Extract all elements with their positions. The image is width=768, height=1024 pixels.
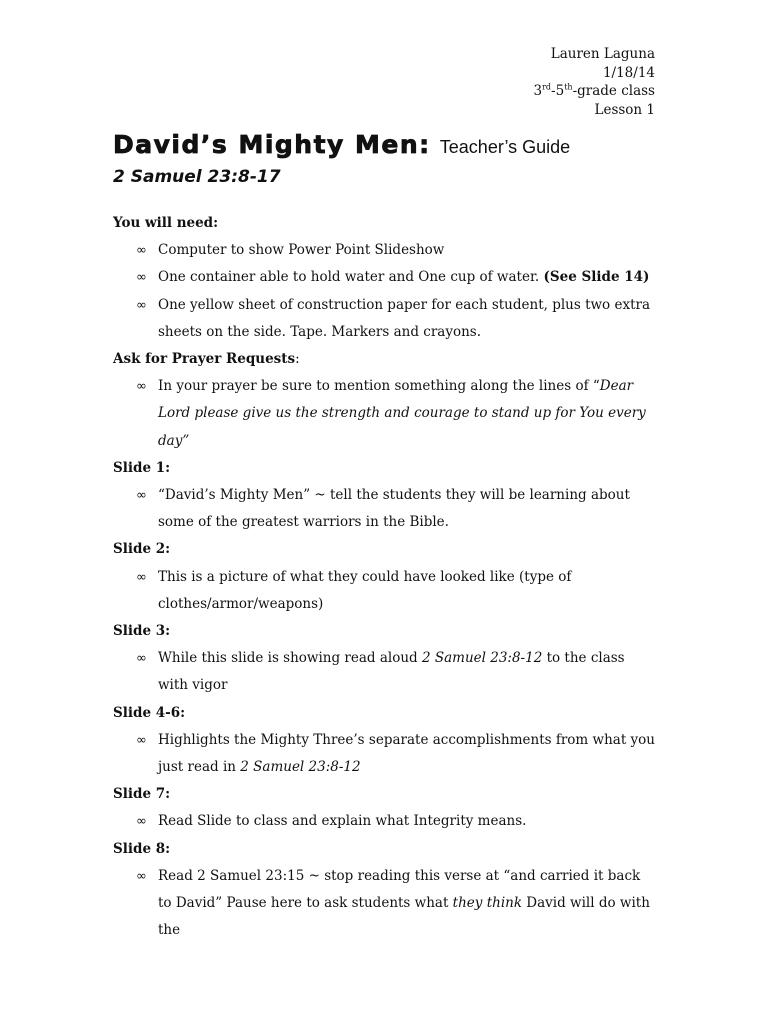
grade-class: 3rd-5th-grade class xyxy=(533,82,655,99)
section-heading-slide-8: Slide 8: xyxy=(113,840,171,857)
section-heading-slide-4-6: Slide 4-6: xyxy=(113,704,186,721)
link-chain-icon: ∞ xyxy=(136,243,147,259)
link-chain-icon: ∞ xyxy=(136,732,147,748)
list-item: ∞ Read 2 Samuel 23:15 ~ stop reading this verse at “and carried it back to David” Pause here to ask students what they think David will do with the xyxy=(113,863,658,945)
section-heading-slide-3: Slide 3: xyxy=(113,623,171,640)
lesson-date: 1/18/14 xyxy=(602,64,655,81)
scripture-reference: 2 Samuel 23:8-17 xyxy=(113,167,281,187)
lesson-number: Lesson 1 xyxy=(594,101,655,118)
link-chain-icon: ∞ xyxy=(136,488,147,504)
link-chain-icon: ∞ xyxy=(136,651,147,667)
link-chain-icon: ∞ xyxy=(136,297,147,313)
scripture-ref-inline: 2 Samuel 23:8-12 xyxy=(240,759,361,776)
link-chain-icon: ∞ xyxy=(136,379,147,395)
list-item: ∞ One yellow sheet of construction paper for each student, plus two extra sheets on the side. Tape. Markers and crayons. xyxy=(113,292,658,346)
link-chain-icon: ∞ xyxy=(136,868,147,884)
list-item: ∞ “David’s Mighty Men” ~ tell the students they will be learning about some of the greatest warriors in the Bible. xyxy=(113,482,658,536)
scripture-ref-inline: 2 Samuel 23:8-12 xyxy=(421,650,543,667)
document-title xyxy=(113,130,570,159)
link-chain-icon: ∞ xyxy=(136,814,147,830)
document-header xyxy=(534,45,656,119)
link-chain-icon: ∞ xyxy=(136,270,147,286)
slide-note: (See Slide 14) xyxy=(543,269,650,286)
title-block xyxy=(113,130,570,187)
list-item: ∞ Computer to show Power Point Slideshow xyxy=(113,237,658,264)
list-item: ∞ Read Slide to class and explain what Integrity means. xyxy=(113,808,658,835)
lesson-content xyxy=(113,210,658,944)
link-chain-icon: ∞ xyxy=(136,569,147,585)
list-item: ∞ One container able to hold water and One cup of water. (See Slide 14) xyxy=(113,264,658,291)
author-name: Lauren Laguna xyxy=(550,46,655,62)
section-heading-materials: You will need: xyxy=(113,215,219,231)
emphasis-text: they think xyxy=(452,895,523,912)
list-item: ∞ In your prayer be sure to mention something along the lines of “Dear Lord please give us the strength and courage to stand up for You every day” xyxy=(113,373,658,455)
list-item: ∞ Highlights the Mighty Three’s separate accomplishments from what you just read in 2 Samuel 23:8-12 xyxy=(113,727,658,781)
title-subtitle: Teacher’s Guide xyxy=(439,137,571,157)
list-item: ∞ While this slide is showing read aloud 2 Samuel 23:8-12 to the class with vigor xyxy=(113,645,658,699)
section-heading-prayer: Ask for Prayer Requests: xyxy=(113,351,300,368)
prayer-quote: Dear Lord please give us the strength and courage to stand up for You every day” xyxy=(158,378,646,449)
section-heading-slide-7: Slide 7: xyxy=(113,786,171,803)
section-heading-slide-1: Slide 1: xyxy=(113,459,171,476)
list-item: ∞ This is a picture of what they could have looked like (type of clothes/armor/weapons) xyxy=(113,564,658,618)
title-main: David’s Mighty Men: xyxy=(113,130,431,159)
section-heading-slide-2: Slide 2: xyxy=(113,541,171,558)
